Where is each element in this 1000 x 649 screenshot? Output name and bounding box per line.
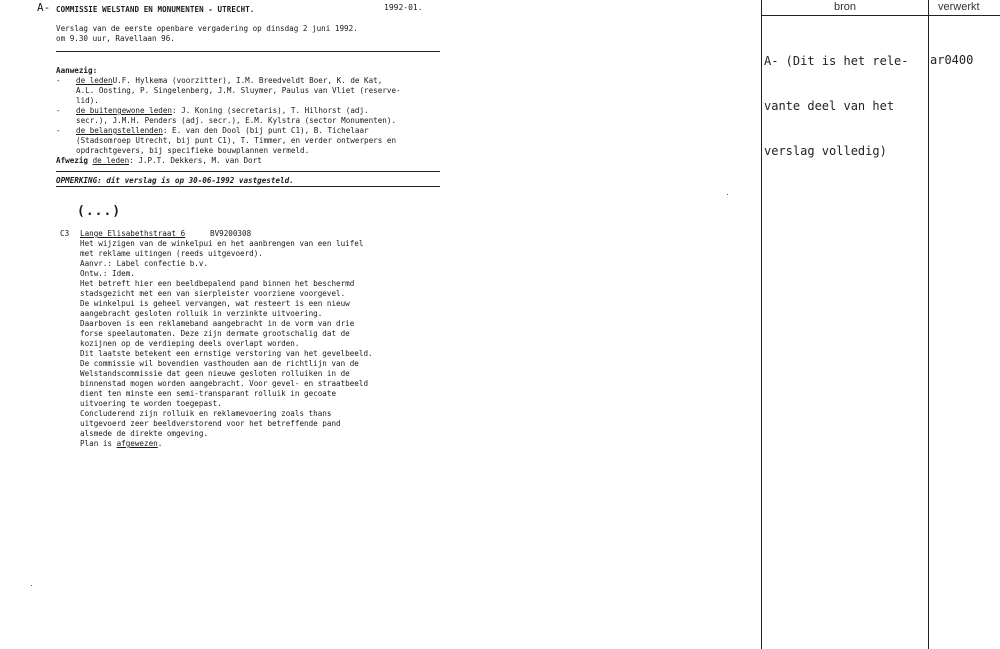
group-line: secr.), J.M.H. Penders (adj. secr.), E.M. Kylstra (sector Monumenten). <box>76 116 397 125</box>
intro-line: Verslag van de eerste openbare vergadering op dinsdag 2 juni 1992. <box>56 24 358 33</box>
verwerkt-cell: ar0400 <box>930 53 974 67</box>
body-line: Dit laatste betekent een ernstige verstoring van het gevelbeeld. <box>80 349 373 358</box>
divider <box>56 171 440 172</box>
body-line: met reklame uitingen (reeds uitgevoerd). <box>80 249 263 258</box>
body-line: dient ten minste een semi-transparant rolluik in gecoate <box>80 389 337 398</box>
body-line: uitgevoerd zeer beeldverstorend voor het betreffende pand <box>80 419 341 428</box>
divider <box>56 186 440 187</box>
bron-line: A- (Dit is het rele- <box>764 54 909 68</box>
absent-label: Afwezig <box>56 156 89 165</box>
conclusion-line <box>80 439 373 449</box>
annotation-table <box>761 0 1000 649</box>
item-address: Lange Elisabethstraat 6 <box>80 229 186 238</box>
attendance-section <box>56 66 401 166</box>
group-line: A.L. Oosting, P. Singelenberg, J.M. Sluymer, Paulus van Vliet (reserve- <box>76 86 401 95</box>
column-header-verwerkt: verwerkt <box>938 1 980 13</box>
conclusion-prefix: Plan is <box>80 439 117 448</box>
body-line: Daarboven is een reklameband aangebracht in de vorm van drie <box>80 319 355 328</box>
decision: afgewezen <box>116 439 158 448</box>
item-code: C3 <box>60 229 70 238</box>
group-line: : E. van den Dool (bij punt C1), B. Tichelaar <box>162 126 369 135</box>
attendance-heading: Aanwezig: <box>56 66 98 75</box>
body-line: Concluderend zijn rolluik en reklamevoering zoals thans <box>80 409 332 418</box>
item-body <box>80 239 373 449</box>
body-line: alsmede de direkte omgeving. <box>80 429 209 438</box>
divider <box>56 51 440 52</box>
item-reference: BV9200308 <box>210 229 252 238</box>
header-mark: A- <box>37 1 51 14</box>
bullet-dash: - <box>56 106 61 115</box>
header-date: 1992-01. <box>384 3 423 12</box>
scan-speck <box>31 585 32 586</box>
scan-speck <box>727 194 728 195</box>
absent-line <box>56 156 401 166</box>
group-label: de leden <box>76 76 113 85</box>
body-line: aangebracht gesloten rolluik in verzinkte uitvoering. <box>80 309 323 318</box>
absent-text: : J.P.T. Dekkers, M. van Dort <box>129 156 262 165</box>
bron-cell <box>764 24 924 189</box>
column-header-bron: bron <box>834 1 857 13</box>
body-line: Aanvr.: Label confectie b.v. <box>80 259 209 268</box>
remark: OPMERKING: dit verslag is op 30-06-1992 vastgesteld. <box>56 176 294 185</box>
table-header-row <box>762 0 1000 16</box>
body-line: Ontw.: Idem. <box>80 269 135 278</box>
group-line: lid). <box>76 96 99 105</box>
conclusion-suffix: . <box>157 439 163 448</box>
group-label: de buitengewone leden <box>76 106 173 115</box>
column-divider <box>928 0 929 649</box>
omission-marker: (...) <box>77 204 122 219</box>
attendance-group-belangstellenden <box>56 126 401 156</box>
body-line: forse speelautomaten. Deze zijn dermate grootschalig dat de <box>80 329 350 338</box>
body-line: De commissie wil bovendien vasthouden aan de richtlijn van de <box>80 359 359 368</box>
attendance-group-buitengewone-leden <box>56 106 401 126</box>
bron-line: verslag volledig) <box>764 144 887 158</box>
bullet-dash: - <box>56 126 61 135</box>
group-label: de belangstellenden <box>76 126 163 135</box>
body-line: De winkelpui is geheel vervangen, wat resteert is een nieuw <box>80 299 350 308</box>
meeting-intro <box>56 24 358 44</box>
body-line: uitvoering te worden toegepast. <box>80 399 222 408</box>
body-line: Het betreft hier een beeldbepalend pand binnen het beschermd <box>80 279 355 288</box>
body-line: stadsgezicht met een van sierpleister voorziene voorgevel. <box>80 289 346 298</box>
attendance-group-leden <box>56 76 401 106</box>
group-line: opdrachtgevers, bij specifieke bouwplannen vermeld. <box>76 146 310 155</box>
group-line: : J. Koning (secretaris), T. Hilhorst (adj. <box>172 106 369 115</box>
body-line: kozijnen op de verdieping deels overlapt worden. <box>80 339 300 348</box>
group-line: (Stadsomroep Utrecht, bij punt C1), T. Timmer, en verder ontwerpers en <box>76 136 397 145</box>
header-title: COMMISSIE WELSTAND EN MONUMENTEN - UTRECHT. <box>56 5 255 14</box>
group-line: U.F. Hylkema (voorzitter), I.M. Breedveldt Boer, K. de Kat, <box>112 76 383 85</box>
absent-group: de leden <box>92 156 130 165</box>
intro-line: om 9.30 uur, Ravellaan 96. <box>56 34 175 43</box>
bullet-dash: - <box>56 76 61 85</box>
body-line: Welstandscommissie dat geen nieuwe gesloten rolluiken in de <box>80 369 350 378</box>
body-line: binnenstad mogen worden aangebracht. Voor gevel- en straatbeeld <box>80 379 369 388</box>
bron-line: vante deel van het <box>764 99 895 113</box>
body-line: Het wijzigen van de winkelpui en het aanbrengen van een luifel <box>80 239 364 248</box>
